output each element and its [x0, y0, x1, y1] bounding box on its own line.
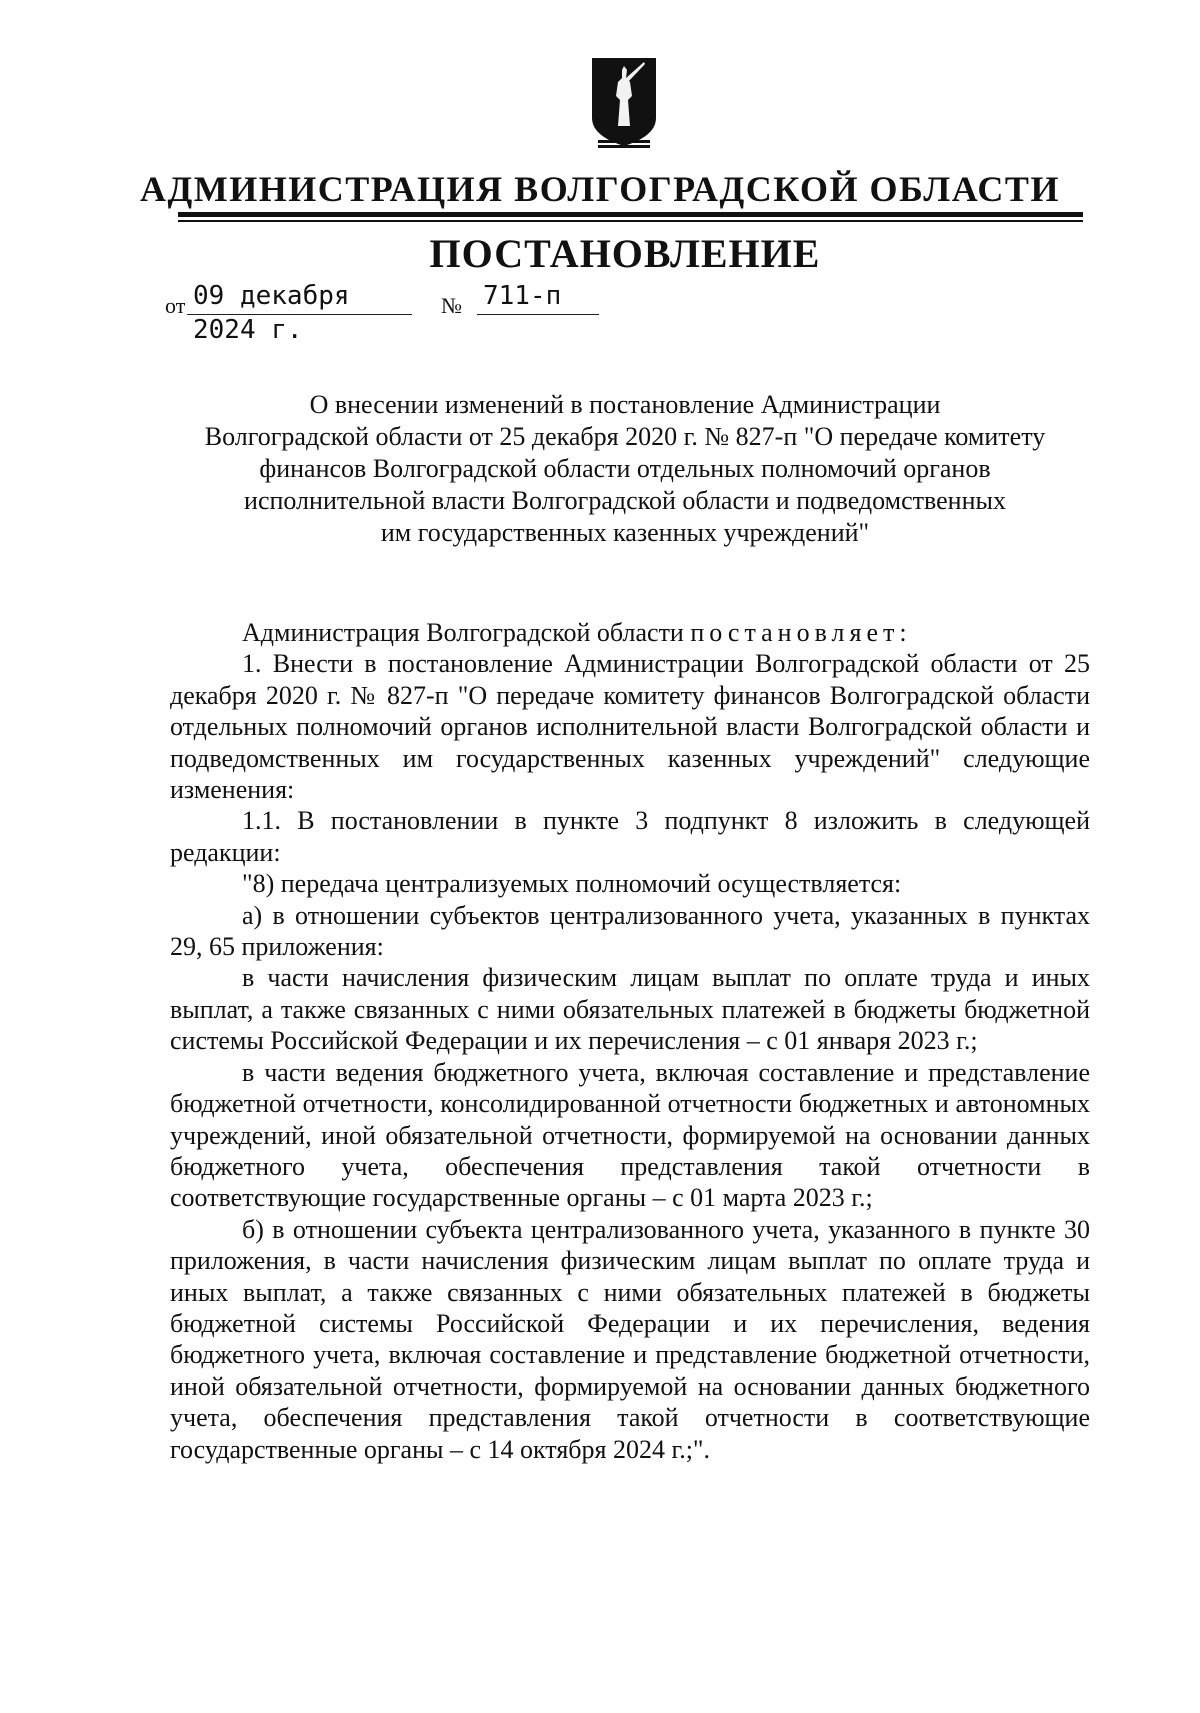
preamble-verb: постановляет [690, 618, 900, 647]
subject-line: финансов Волгоградской области отдельных полномочий органов [259, 454, 991, 483]
paragraph-a-accounting: в части ведения бюджетного учета, включая составление и представление бюджетной отчетности, консолидированной отчетности бюджетных и автономных учреждений, иной обязательной отчетности, формируемой на основании данных бюджетного учета, обеспечения представления такой отчетности в соответствующие государственные органы – с 01 марта 2023 г.; [170, 1057, 1090, 1213]
header-rule-thin [178, 220, 1083, 222]
paragraph-1: 1. Внести в постановление Администрации Волгоградской области от 25 декабря 2020 г. № 827-п "О передаче комитету финансов Волгоградской области отдельных полномочий органов исполнительной власти Волгоградской области и подведомственных им государственных казенных учреждений" следующие изменения: [170, 649, 1090, 805]
document-date: 09 декабря 2024 г. [187, 279, 412, 315]
paragraph-a-payroll: в части начисления физическим лицам выплат по оплате труда и иных выплат, а также связанных с ними обязательных платежей в бюджеты бюджетной системы Российской Федерации и их перечисления – с 01 января 2023 г.; [170, 963, 1090, 1056]
preamble-subject: Администрация Волгоградской области [242, 618, 691, 647]
preamble-end: : [899, 618, 907, 647]
subject-line: им государственных казенных учреждений" [380, 518, 870, 547]
paragraph-8: "8) передача централизуемых полномочий осуществляется: [242, 869, 902, 899]
subject-line: исполнительной власти Волгоградской области и подведомственных [244, 486, 1006, 515]
preamble [170, 617, 1090, 648]
document-body [170, 617, 1090, 1465]
subject-line: Волгоградской области от 25 декабря 2020 г. № 827-п "О передаче комитету [204, 422, 1046, 451]
document-subject [130, 389, 1120, 549]
header-rule-thick [178, 212, 1083, 217]
subject-line: О внесении изменений в постановление Администрации [309, 390, 941, 419]
organization-title: АДМИНИСТРАЦИЯ ВОЛГОГРАДСКОЙ ОБЛАСТИ [140, 169, 1060, 209]
date-prefix: от [165, 293, 186, 318]
paragraph-1-1: 1.1. В постановлении в пункте 3 подпункт 8 изложить в следующей редакции: [170, 806, 1090, 867]
document-number: 711-п [477, 279, 599, 315]
document-type-title: ПОСТАНОВЛЕНИЕ [429, 231, 821, 276]
volgograd-coat-of-arms-icon [590, 56, 658, 152]
paragraph-b: б) в отношении субъекта централизованного учета, указанного в пункте 30 приложения, в части начисления физическим лицам выплат по оплате труда и иных выплат, а также связанных с ними обязательных платежей в бюджеты бюджетной системы Российской Федерации и их перечисления, ведения бюджетного учета, включая составление и представление бюджетной отчетности, иной обязательной отчетности, формируемой на основании данных бюджетного учета, обеспечения представления такой отчетности в соответствующие государственные органы – с 14 октября 2024 г.;". [170, 1214, 1090, 1464]
paragraph-a: а) в отношении субъектов централизованного учета, указанных в пунктах 29, 65 приложения: [170, 900, 1090, 962]
document-meta [165, 279, 625, 345]
number-prefix: № [441, 293, 462, 318]
